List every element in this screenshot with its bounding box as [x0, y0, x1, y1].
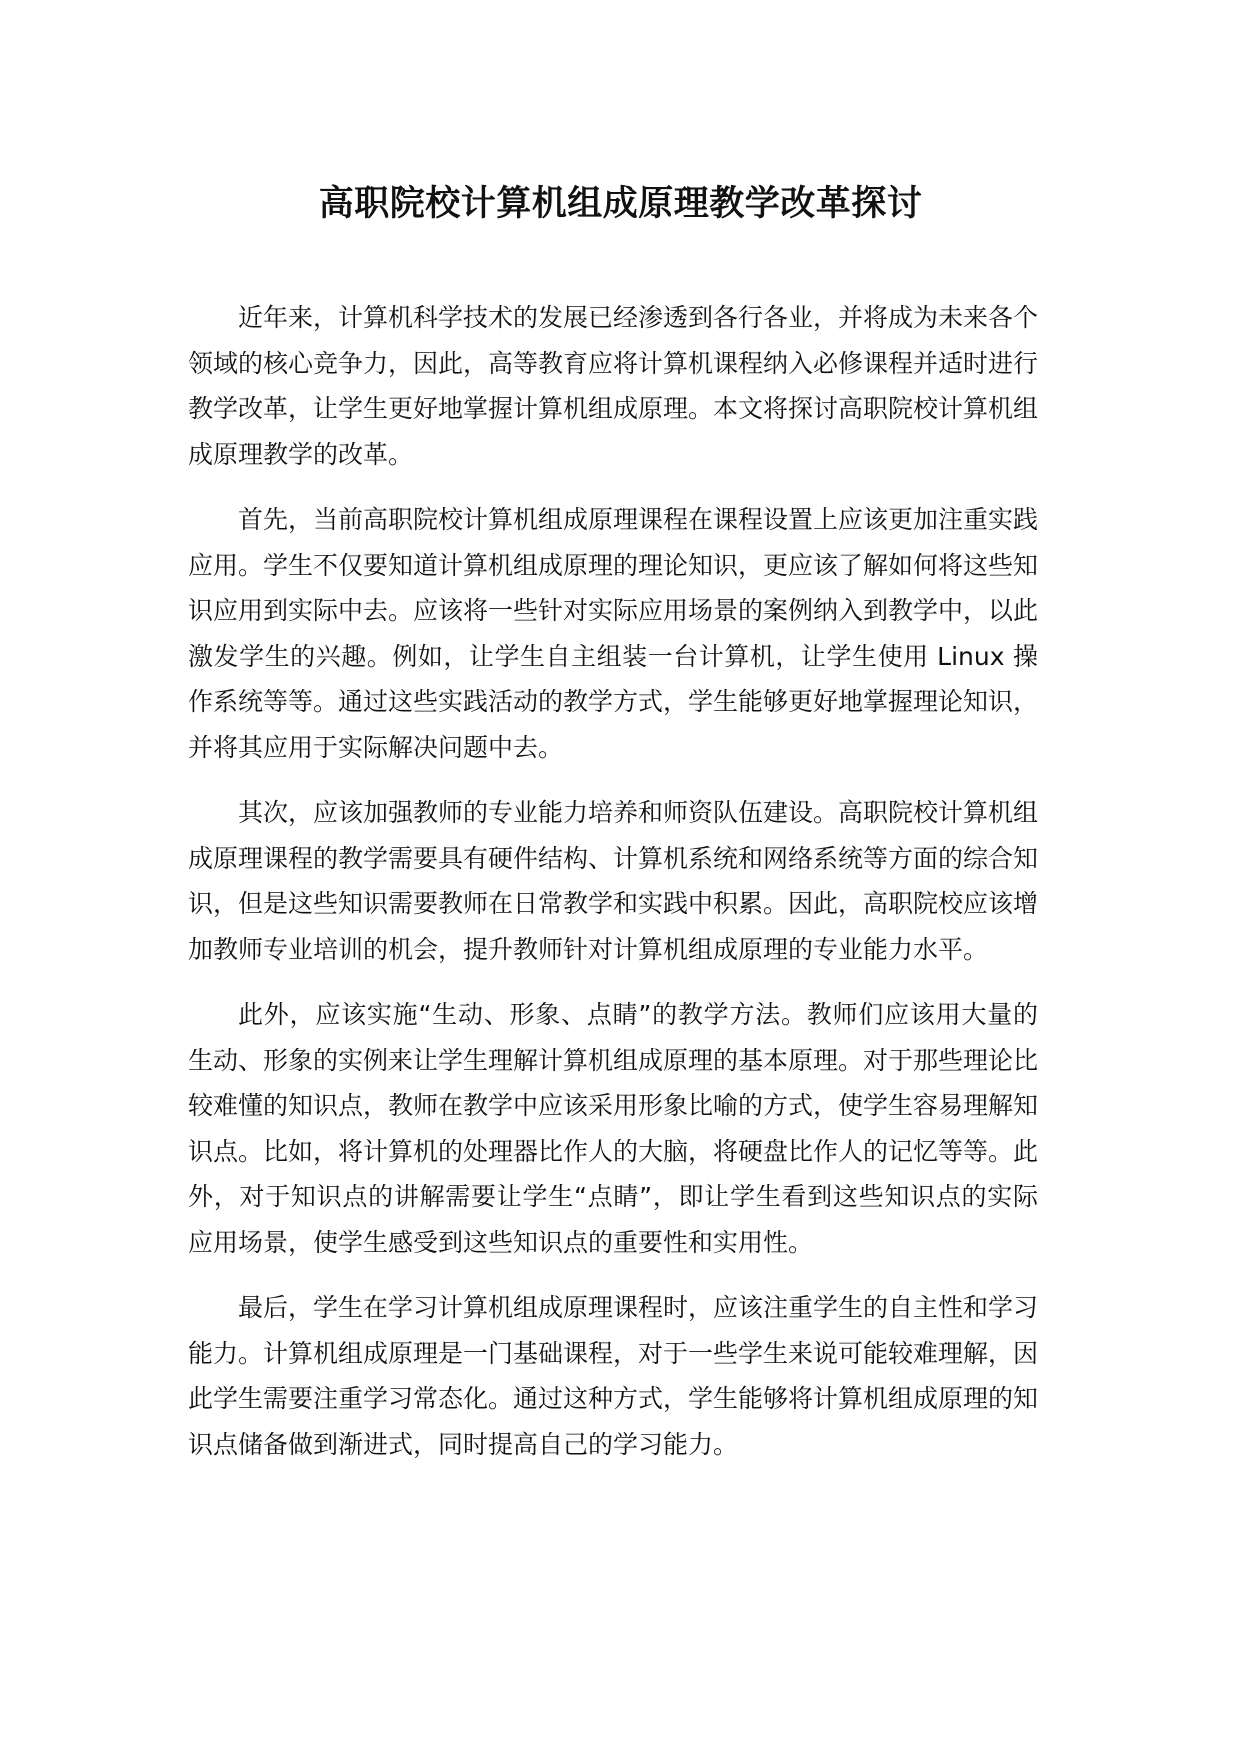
paragraph-practice: 首先，当前高职院校计算机组成原理课程在课程设置上应该更加注重实践应用。学生不仅要知道计算机组成原理的理论知识，更应该了解如何将这些知识应用到实际中去。应该将一些针对实际应用场景的案例纳入到教学中，以此激发学生的兴趣。例如，让学生自主组装一台计算机，让学生使用 Linux 操作系统等等。通过这些实践活动的教学方式，学生能够更好地掌握理论知识，并将其应用于实际解决问题中去。 — [188, 505, 1039, 762]
paragraph-teachers: 其次，应该加强教师的专业能力培养和师资队伍建设。高职院校计算机组成原理课程的教学需要具有硬件结构、计算机系统和网络系统等方面的综合知识，但是这些知识需要教师在日常教学和实践中积累。因此，高职院校应该增加教师专业培训的机会，提升教师针对计算机组成原理的专业能力水平。 — [188, 798, 1039, 964]
paragraph-intro: 近年来，计算机科学技术的发展已经渗透到各行各业，并将成为未来各个领域的核心竞争力，因此，高等教育应将计算机课程纳入必修课程并适时进行教学改革，让学生更好地掌握计算机组成原理。本文将探讨高职院校计算机组成原理教学的改革。 — [188, 303, 1039, 469]
document-body — [188, 295, 1038, 1487]
document-title: 高职院校计算机组成原理教学改革探讨 — [318, 184, 923, 224]
paragraph-methods: 此外，应该实施“生动、形象、点睛”的教学方法。教师们应该用大量的生动、形象的实例来让学生理解计算机组成原理的基本原理。对于那些理论比较难懂的知识点，教师在教学中应该采用形象比喻的方式，使学生容易理解知识点。比如，将计算机的处理器比作人的大脑，将硬盘比作人的记忆等等。此外，对于知识点的讲解需要让学生“点睛”，即让学生看到这些知识点的实际应用场景，使学生感受到这些知识点的重要性和实用性。 — [188, 1000, 1039, 1257]
paragraph-conclusion: 最后，学生在学习计算机组成原理课程时，应该注重学生的自主性和学习能力。计算机组成原理是一门基础课程，对于一些学生来说可能较难理解，因此学生需要注重学习常态化。通过这种方式，学生能够将计算机组成原理的知识点储备做到渐进式，同时提高自己的学习能力。 — [188, 1293, 1039, 1459]
